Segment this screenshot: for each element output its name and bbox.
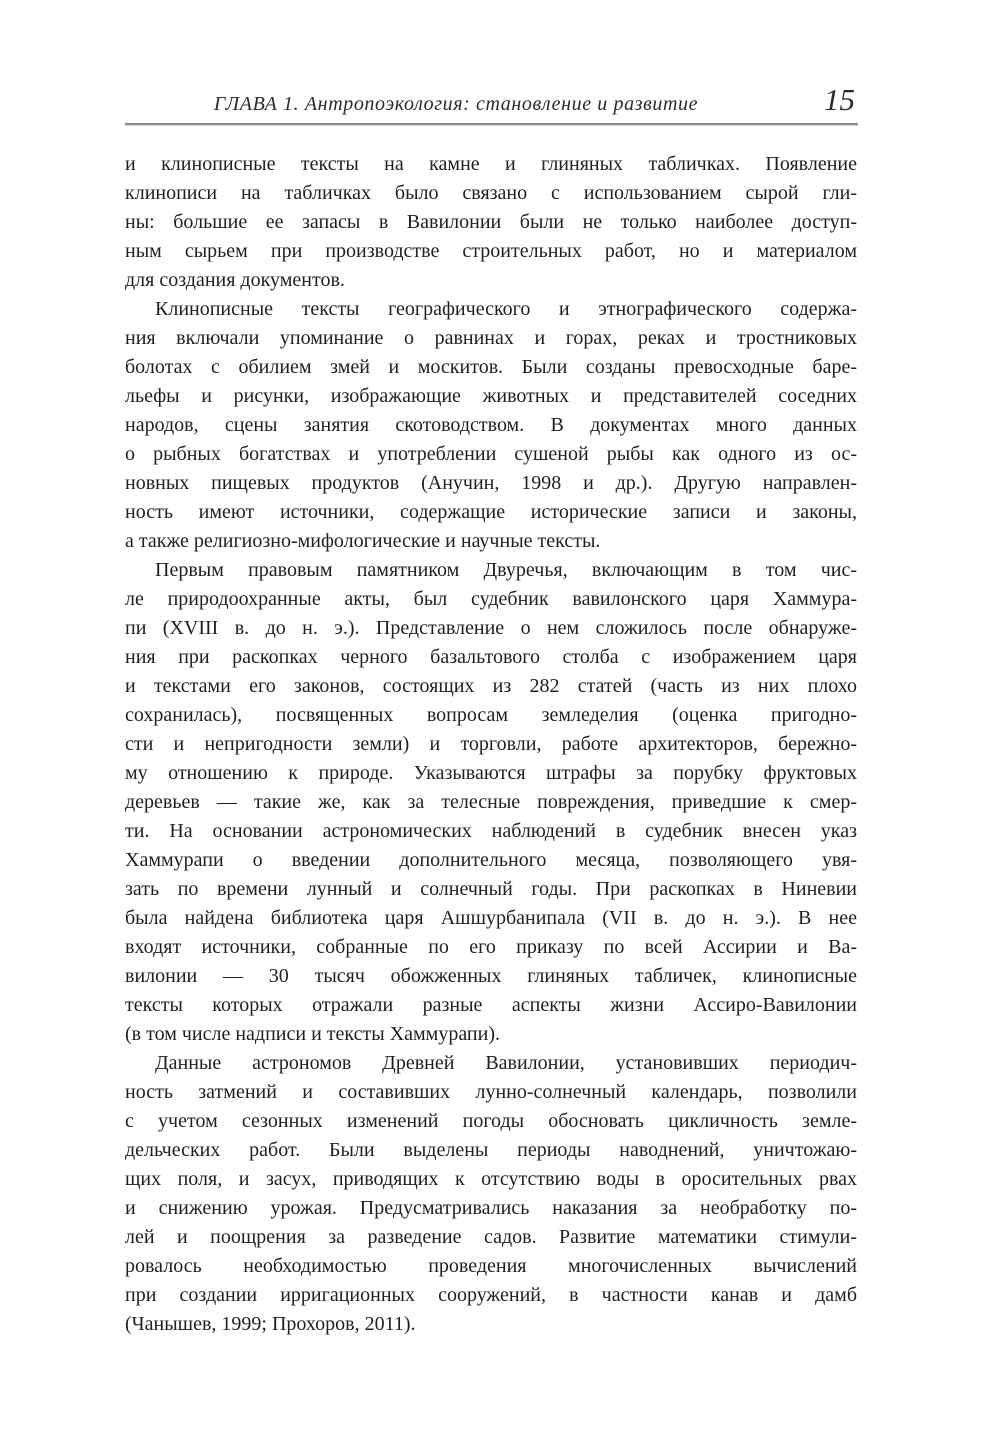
text-line: (в том числе надписи и тексты Хаммурапи). <box>125 1023 500 1045</box>
text-line: дельческих работ. Были выделены периоды наводнений, уничтожаю- <box>125 1139 857 1161</box>
text-line: ле природоохранные акты, был судебник вавилонского царя Хаммура- <box>125 588 857 610</box>
text-line: ти. На основании астрономических наблюдений в судебник внесен указ <box>125 820 857 842</box>
text-line: народов, сцены занятия скотоводством. В документах много данных <box>125 414 857 436</box>
text-line: ность затмений и составивших лунно-солнечный календарь, позволили <box>125 1081 857 1103</box>
text-line: му отношению к природе. Указываются штрафы за порубку фруктовых <box>125 762 857 784</box>
text-line: ровалось необходимостью проведения многочисленных вычислений <box>125 1255 857 1277</box>
text-line: деревьев — такие же, как за телесные повреждения, приведшие к смер- <box>125 791 857 813</box>
text-line: при создании ирригационных сооружений, в частности канав и дамб <box>125 1284 857 1306</box>
text-line: о рыбных богатствах и употреблении сушеной рыбы как одного из ос- <box>125 443 857 465</box>
page-body <box>125 150 857 1339</box>
page-number: 15 <box>824 82 855 117</box>
text-line: тексты которых отражали разные аспекты жизни Ассиро-Вавилонии <box>125 994 857 1016</box>
text-line: сти и непригодности земли) и торговли, работе архитекторов, бережно- <box>125 733 857 755</box>
text-line: ным сырьем при производстве строительных работ, но и материалом <box>125 240 857 262</box>
text-line: клинописи на табличках было связано с использованием сырой гли- <box>125 182 857 204</box>
text-line: новных пищевых продуктов (Анучин, 1998 и др.). Другую направлен- <box>125 472 857 494</box>
text-line: льефы и рисунки, изображающие животных и представителей соседних <box>125 385 857 407</box>
text-line: Хаммурапи о введении дополнительного месяца, позволяющего увя- <box>125 849 857 871</box>
text-line: и снижению урожая. Предусматривались наказания за необработку по- <box>125 1197 857 1219</box>
running-title: ГЛАВА 1. Антропоэкология: становление и развитие <box>213 93 699 115</box>
text-line: Первым правовым памятником Двуречья, включающим в том чис- <box>155 559 857 581</box>
text-line: лей и поощрения за разведение садов. Развитие математики стимули- <box>125 1226 857 1248</box>
text-line: и клинописные тексты на камне и глиняных табличках. Появление <box>125 153 857 175</box>
text-line: для создания документов. <box>125 269 345 291</box>
text-line: ность имеют источники, содержащие исторические записи и законы, <box>125 501 857 523</box>
text-line: Клинописные тексты географического и этнографического содержа- <box>155 298 857 320</box>
text-line: сохранилась), посвященных вопросам земледелия (оценка пригодно- <box>125 704 857 726</box>
text-line: болотах с обилием змей и москитов. Были созданы превосходные баре- <box>125 356 857 378</box>
text-line: входят источники, собранные по его приказу по всей Ассирии и Ва- <box>125 936 857 958</box>
header-rule <box>125 123 858 126</box>
text-line: зать по времени лунный и солнечный годы. При раскопках в Ниневии <box>125 878 857 900</box>
text-line: была найдена библиотека царя Ашшурбанипала (VII в. до н. э.). В нее <box>125 907 857 929</box>
text-line: ния включали упоминание о равнинах и горах, реках и тростниковых <box>125 327 857 349</box>
text-line: с учетом сезонных изменений погоды обосновать цикличность земле- <box>125 1110 857 1132</box>
text-line: ны: большие ее запасы в Вавилонии были не только наиболее доступ- <box>125 211 857 233</box>
text-line: пи (XVIII в. до н. э.). Представление о нем сложилось после обнаруже- <box>125 617 857 639</box>
text-line: и текстами его законов, состоящих из 282 статей (часть из них плохо <box>125 675 857 697</box>
text-line: ния при раскопках черного базальтового столба с изображением царя <box>125 646 857 668</box>
page-header <box>125 82 857 120</box>
text-line: Данные астрономов Древней Вавилонии, установивших периодич- <box>155 1052 857 1074</box>
text-line: (Чанышев, 1999; Прохоров, 2011). <box>125 1313 416 1335</box>
text-line: вилонии — 30 тысяч обожженных глиняных табличек, клинописные <box>125 965 857 987</box>
text-line: щих поля, и засух, приводящих к отсутствию воды в оросительных рвах <box>125 1168 857 1190</box>
text-line: а также религиозно-мифологические и научные тексты. <box>125 530 601 552</box>
